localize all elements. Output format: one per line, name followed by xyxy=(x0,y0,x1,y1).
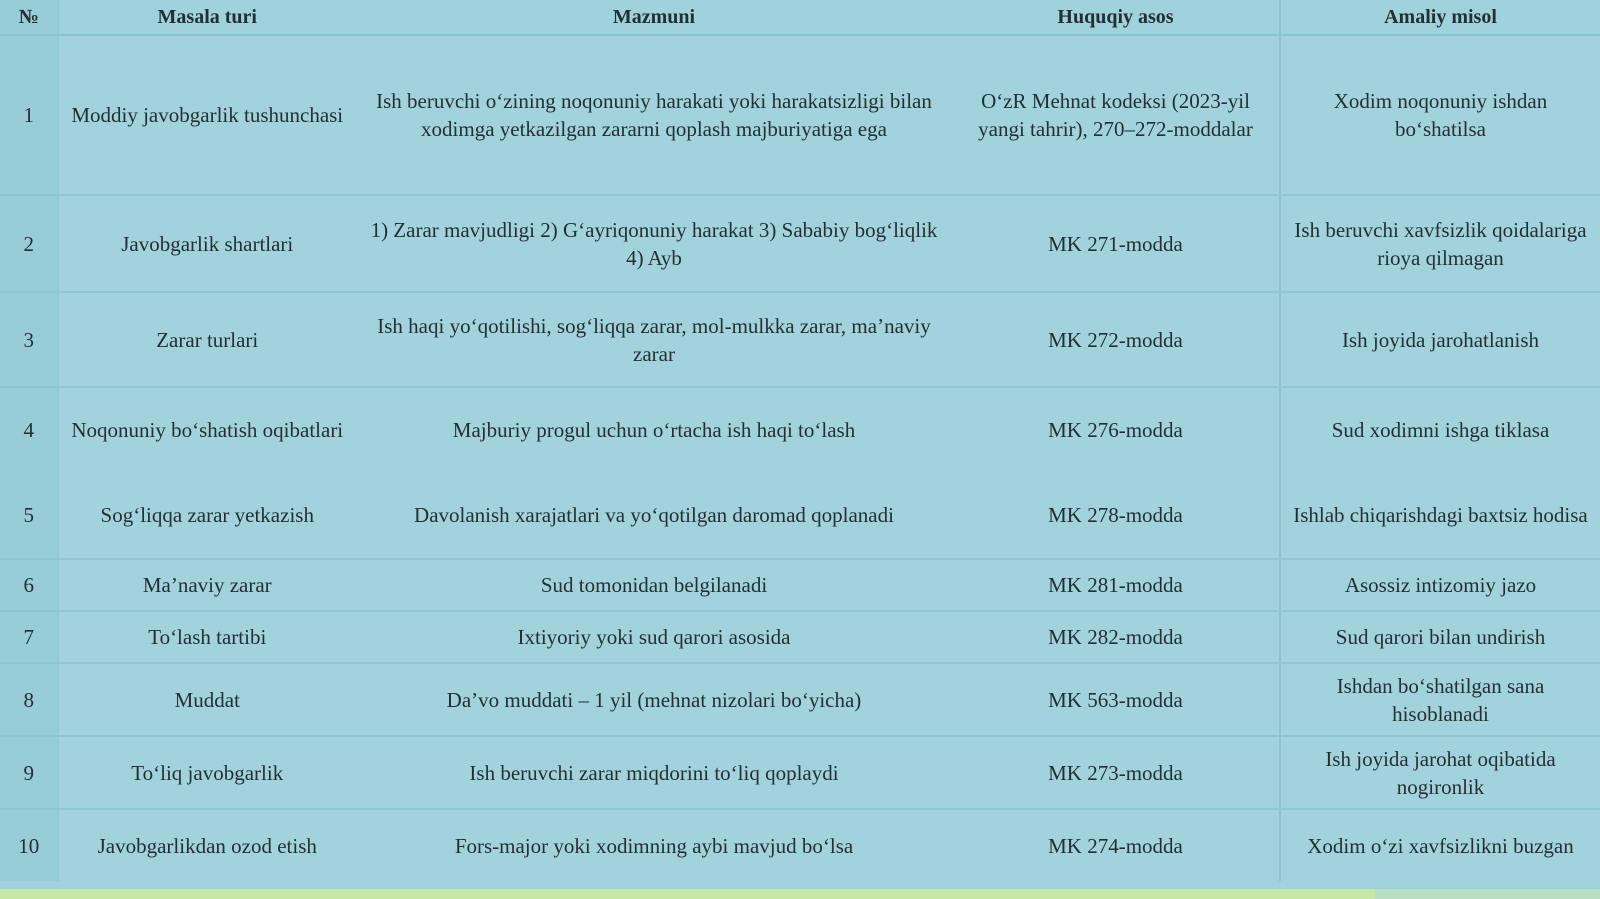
table-row xyxy=(0,195,1600,292)
cell-issue-type: Muddat xyxy=(58,663,356,736)
table-row xyxy=(0,736,1600,809)
cell-legal-basis: MK 274-modda xyxy=(1048,833,1183,858)
header-row xyxy=(0,0,1600,35)
cell-number: 1 xyxy=(0,35,58,195)
cell-issue-type: Ma’naviy zarar xyxy=(58,559,356,611)
bottom-accent-bar xyxy=(0,889,1600,899)
cell-issue-type: Moddiy javobgarlik tushunchasi xyxy=(58,35,356,195)
cell-number: 3 xyxy=(0,292,58,387)
table-row xyxy=(0,387,1600,472)
cell-legal-basis: MK 272-modda xyxy=(952,292,1280,387)
cell-number: 4 xyxy=(0,387,58,472)
bottom-accent-bar-right xyxy=(1375,889,1600,899)
cell-issue-type: To‘liq javobgarlik xyxy=(58,736,356,809)
header-practical-example: Amaliy misol xyxy=(1280,0,1600,35)
cell-number: 10 xyxy=(0,809,58,881)
cell-issue-type: To‘lash tartibi xyxy=(58,611,356,663)
cell-legal-basis: O‘zR Mehnat kodeksi (2023-yil yangi tahrir), 270–272-moddalar xyxy=(952,35,1280,195)
cell-practical-example: Ishdan bo‘shatilgan sana hisoblanadi xyxy=(1280,663,1600,736)
cell-practical-example: Xodim o‘zi xavfsizlikni buzgan xyxy=(1280,809,1600,881)
cell-content: Fors-major yoki xodimning aybi mavjud bo‘lsa xyxy=(454,833,854,858)
cell-practical-example: Asossiz intizomiy jazo xyxy=(1280,559,1600,611)
table-header xyxy=(0,0,1600,35)
cell-legal-basis: MK 282-modda xyxy=(952,611,1280,663)
cell-issue-type: Noqonuniy bo‘shatish oqibatlari xyxy=(71,418,344,442)
cell-practical-example: Ish joyida jarohatlanish xyxy=(1280,292,1600,387)
cell-content: Ish haqi yo‘qotilishi, sog‘liqqa zarar, mol-mulkka zarar, ma’naviy zarar xyxy=(356,292,952,387)
cell-content: Sud tomonidan belgilanadi xyxy=(356,559,952,611)
header-content: Mazmuni xyxy=(356,0,952,35)
cell-content: Davolanish xarajatlari va yo‘qotilgan daromad qoplanadi xyxy=(356,472,952,559)
table-row xyxy=(0,559,1600,611)
header-number: № xyxy=(0,0,58,35)
cell-practical-example: Ish beruvchi xavfsizlik qoidalariga rioya qilmagan xyxy=(1280,195,1600,292)
cell-number: 7 xyxy=(0,611,58,663)
table-row xyxy=(0,472,1600,559)
cell-legal-basis: MK 281-modda xyxy=(952,559,1280,611)
cell-issue-type: Javobgarlik shartlari xyxy=(58,195,356,292)
table-row xyxy=(0,611,1600,663)
cell-content: 1) Zarar mavjudligi 2) G‘ayriqonuniy harakat 3) Sababiy bog‘liqlik 4) Ayb xyxy=(356,195,952,292)
cell-issue-type: Sog‘liqqa zarar yetkazish xyxy=(58,472,356,559)
cell-legal-basis: MK 273-modda xyxy=(952,736,1280,809)
cell-practical-example: Ish joyida jarohat oqibatida nogironlik xyxy=(1280,736,1600,809)
cell-legal-basis: MK 563-modda xyxy=(952,663,1280,736)
cell-content: Ish beruvchi o‘zining noqonuniy harakati yoki harakatsizligi bilan xodimga yetkazilgan zararni qoplash majburiyatiga ega xyxy=(356,35,952,195)
table-row xyxy=(0,663,1600,736)
cell-issue-type: Zarar turlari xyxy=(58,292,356,387)
cell-legal-basis: MK 278-modda xyxy=(952,472,1280,559)
cell-legal-basis: MK 276-modda xyxy=(1048,418,1183,442)
table-row xyxy=(0,809,1600,881)
cell-practical-example: Xodim noqonuniy ishdan bo‘shatilsa xyxy=(1280,35,1600,195)
cell-number: 5 xyxy=(0,472,58,559)
cell-practical-example: Ishlab chiqarishdagi baxtsiz hodisa xyxy=(1280,472,1600,559)
cell-number: 6 xyxy=(0,559,58,611)
cell-number: 2 xyxy=(0,195,58,292)
table-body xyxy=(0,35,1600,881)
cell-practical-example: Sud xodimni ishga tiklasa xyxy=(1280,387,1600,472)
cell-practical-example: Sud qarori bilan undirish xyxy=(1280,611,1600,663)
cell-legal-basis: MK 271-modda xyxy=(952,195,1280,292)
cell-content: Majburiy progul uchun o‘rtacha ish haqi to‘lash xyxy=(452,418,856,442)
cell-number: 8 xyxy=(0,663,58,736)
table-row xyxy=(0,35,1600,195)
cell-content: Da’vo muddati – 1 yil (mehnat nizolari bo‘yicha) xyxy=(356,663,952,736)
cell-content: Ish beruvchi zarar miqdorini to‘liq qoplaydi xyxy=(356,736,952,809)
header-legal-basis: Huquqiy asos xyxy=(952,0,1280,35)
cell-issue-type: Javobgarlikdan ozod etish xyxy=(97,833,317,858)
table-row xyxy=(0,292,1600,387)
cell-number: 9 xyxy=(0,736,58,809)
cell-content: Ixtiyoriy yoki sud qarori asosida xyxy=(356,611,952,663)
header-issue-type: Masala turi xyxy=(58,0,356,35)
